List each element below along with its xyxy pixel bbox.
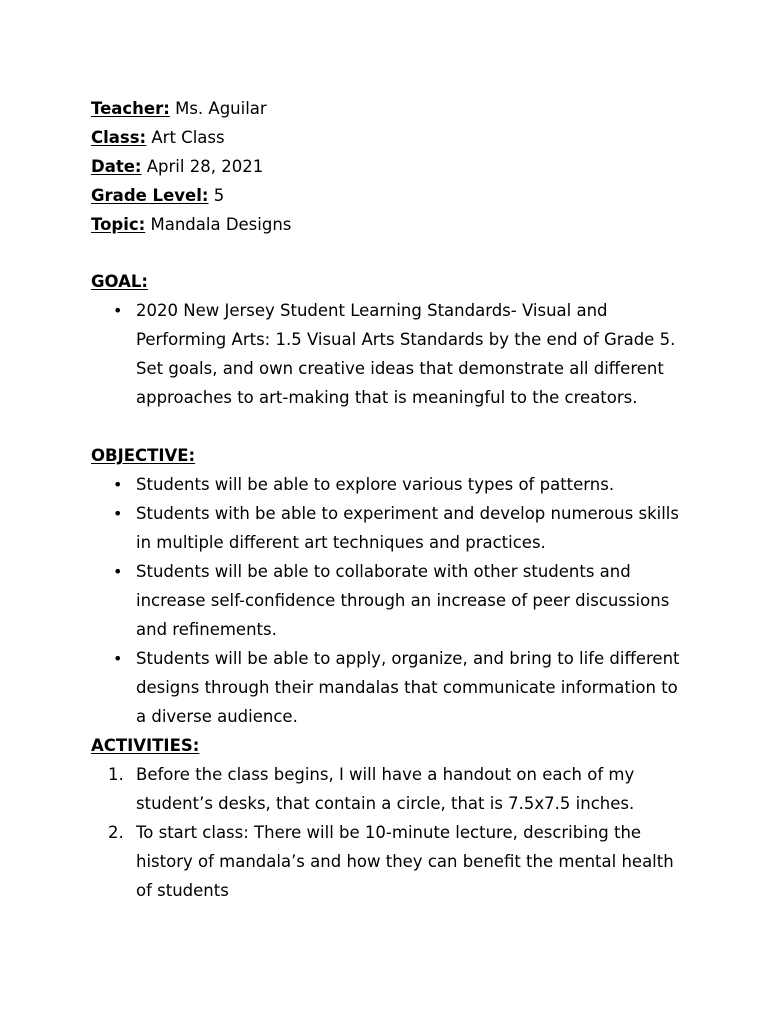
objective-list <box>91 470 691 731</box>
activity-number: 1. <box>108 765 124 784</box>
class-value: Art Class <box>151 128 225 147</box>
topic-line <box>91 210 691 239</box>
goal-list <box>91 296 691 412</box>
grade-label: Grade Level: <box>91 186 209 205</box>
teacher-value: Ms. Aguilar <box>175 99 267 118</box>
class-line <box>91 123 691 152</box>
activities-heading: ACTIVITIES: <box>91 736 200 755</box>
objective-item <box>91 557 691 644</box>
date-line <box>91 152 691 181</box>
objective-item-text: Students will be able to apply, organize, and bring to life different designs through their mandalas that communicate information to a diverse audience. <box>136 649 680 726</box>
bullet-icon: • <box>113 504 123 523</box>
goal-item <box>91 296 691 412</box>
objective-item <box>91 470 691 499</box>
activity-item <box>91 760 691 818</box>
topic-label: Topic: <box>91 215 146 234</box>
activities-section <box>91 731 691 905</box>
objective-item-text: Students will be able to collaborate with other students and increase self-confidence through an increase of peer discussions and refinements. <box>136 562 670 639</box>
lesson-header <box>91 94 691 239</box>
activity-number: 2. <box>108 823 124 842</box>
objective-item-text: Students with be able to experiment and develop numerous skills in multiple different art techniques and practices. <box>136 504 679 552</box>
bullet-icon: • <box>113 649 123 668</box>
grade-value: 5 <box>213 186 225 205</box>
objective-heading: OBJECTIVE: <box>91 446 196 465</box>
objective-item-text: Students will be able to explore various types of patterns. <box>136 475 615 494</box>
bullet-icon: • <box>113 301 123 320</box>
activity-item-text: To start class: There will be 10-minute lecture, describing the history of mandala’s and how they can benefit the mental health of students <box>136 823 674 900</box>
objective-item <box>91 644 691 731</box>
activity-item <box>91 818 691 905</box>
activity-item-text: Before the class begins, I will have a handout on each of my student’s desks, that contain a circle, that is 7.5x7.5 inches. <box>136 765 635 813</box>
teacher-label: Teacher: <box>91 99 170 118</box>
date-value: April 28, 2021 <box>146 157 264 176</box>
goal-heading: GOAL: <box>91 272 149 291</box>
topic-value: Mandala Designs <box>150 215 292 234</box>
grade-line <box>91 181 691 210</box>
class-label: Class: <box>91 128 147 147</box>
objective-item <box>91 499 691 557</box>
objective-section <box>91 441 691 731</box>
bullet-icon: • <box>113 562 123 581</box>
activities-list <box>91 760 691 905</box>
date-label: Date: <box>91 157 142 176</box>
teacher-line <box>91 94 691 123</box>
goal-item-text: 2020 New Jersey Student Learning Standards- Visual and Performing Arts: 1.5 Visual Arts Standards by the end of Grade 5. Set goals, and own creative ideas that demonstrate all different approaches to art-making that is meaningful to the creators. <box>136 301 676 407</box>
goal-section <box>91 267 691 412</box>
bullet-icon: • <box>113 475 123 494</box>
